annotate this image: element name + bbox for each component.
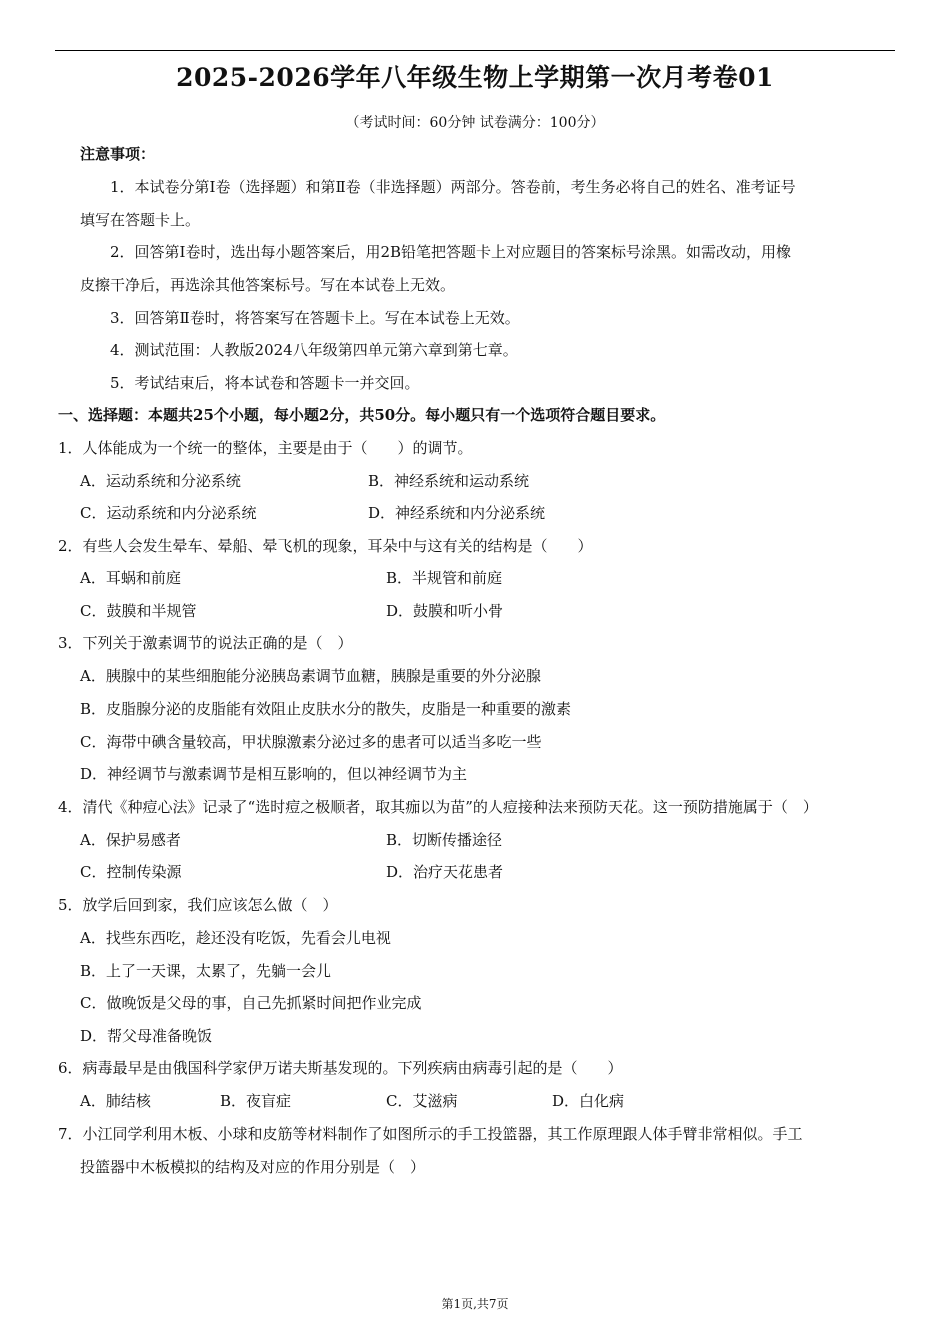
notice-item: 3．回答第Ⅱ卷时，将答案写在答题卡上。写在本试卷上无效。 [110,309,520,327]
answer-option: C．控制传染源 [80,863,182,881]
answer-option: A．胰腺中的某些细胞能分泌胰岛素调节血糖，胰腺是重要的外分泌腺 [80,667,541,685]
notice-item: 4．测试范围：人教版2024八年级第四单元第六章到第七章。 [110,341,518,359]
answer-option: A．运动系统和分泌系统 [80,472,241,490]
question-stem: 投篮器中木板模拟的结构及对应的作用分别是（ ） [80,1158,426,1176]
question-stem: 7．小江同学利用木板、小球和皮筋等材料制作了如图所示的手工投篮器，其工作原理跟人体手臂非常相似。手工 [58,1125,803,1143]
notice-item: 填写在答题卡上。 [80,211,201,229]
answer-option: B．神经系统和运动系统 [368,472,530,490]
answer-option: D．白化病 [552,1092,625,1110]
answer-option: B．上了一天课，太累了，先躺一会儿 [80,962,332,980]
answer-option: D．神经系统和内分泌系统 [368,504,546,522]
answer-option: D．鼓膜和听小骨 [386,602,504,620]
answer-option: D．神经调节与激素调节是相互影响的，但以神经调节为主 [80,765,468,783]
answer-option: C．艾滋病 [386,1092,458,1110]
notice-item: 1．本试卷分第Ⅰ卷（选择题）和第Ⅱ卷（非选择题）两部分。答卷前，考生务必将自己的姓名、准考证号 [110,178,796,196]
answer-option: B．皮脂腺分泌的皮脂能有效阻止皮肤水分的散失，皮脂是一种重要的激素 [80,700,572,718]
answer-option: B．切断传播途径 [386,831,503,849]
question-stem: 6．病毒最早是由俄国科学家伊万诺夫斯基发现的。下列疾病由病毒引起的是（ ） [58,1059,623,1077]
notice-item: 5．考试结束后，将本试卷和答题卡一并交回。 [110,374,420,392]
exam-subtitle: （考试时间：60分钟 试卷满分：100分） [345,115,605,131]
answer-option: B．半规管和前庭 [386,569,503,587]
answer-option: B．夜盲症 [220,1092,292,1110]
answer-option: C．海带中碘含量较高，甲状腺激素分泌过多的患者可以适当多吃一些 [80,733,542,751]
question-stem: 1．人体能成为一个统一的整体，主要是由于（ ）的调节。 [58,439,473,457]
notice-heading: 注意事项： [80,145,156,163]
page-footer: 第1页,共7页 [441,1297,509,1311]
answer-option: A．找些东西吃，趁还没有吃饭，先看会儿电视 [80,929,391,947]
section-heading: 一、选择题：本题共25个小题，每小题2分，共50分。每小题只有一个选项符合题目要求。 [58,406,666,424]
question-stem: 3．下列关于激素调节的说法正确的是（ ） [58,634,353,652]
question-stem: 4．清代《种痘心法》记录了“选时痘之极顺者，取其痂以为苗”的人痘接种法来预防天花。这一预防措施属于（ ） [58,798,818,816]
answer-option: D．帮父母准备晚饭 [80,1027,213,1045]
answer-option: A．肺结核 [80,1092,151,1110]
top-rule [55,50,895,51]
question-stem: 5．放学后回到家，我们应该怎么做（ ） [58,896,338,914]
exam-title: 2025-2026学年八年级生物上学期第一次月考卷01 [176,63,774,92]
notice-item: 2．回答第Ⅰ卷时，选出每小题答案后，用2B铅笔把答题卡上对应题目的答案标号涂黑。如需改动，用橡 [110,243,792,261]
answer-option: A．保护易感者 [80,831,181,849]
notice-item: 皮擦干净后，再选涂其他答案标号。写在本试卷上无效。 [80,276,456,294]
answer-option: D．治疗天花患者 [386,863,504,881]
answer-option: C．做晚饭是父母的事，自己先抓紧时间把作业完成 [80,994,422,1012]
answer-option: C．运动系统和内分泌系统 [80,504,257,522]
answer-option: C．鼓膜和半规管 [80,602,197,620]
question-stem: 2．有些人会发生晕车、晕船、晕飞机的现象，耳朵中与这有关的结构是（ ） [58,537,593,555]
answer-option: A．耳蜗和前庭 [80,569,181,587]
